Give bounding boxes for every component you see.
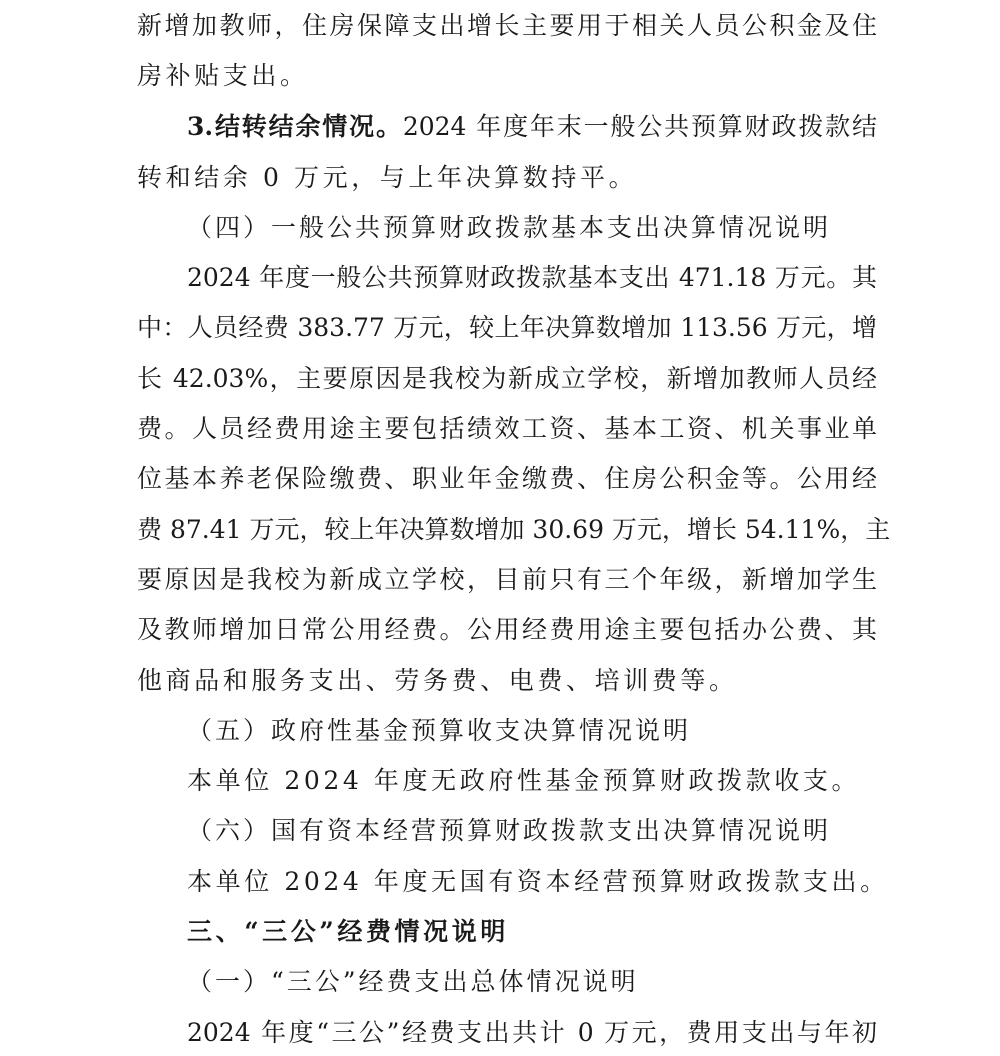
section-heading: （六）国有资本经营预算财政拨款支出决算情况说明 xyxy=(187,816,832,845)
chapter-heading: 三、“三公”经费情况说明 xyxy=(187,917,509,946)
paragraph-line: 他商品和服务支出、劳务费、电费、培训费等。 xyxy=(137,666,738,695)
paragraph-line xyxy=(187,109,877,145)
paragraph-line: 要原因是我校为新成立学校，目前只有三个年级，新增加学生 xyxy=(137,565,877,594)
paragraph-line: 新增加教师，住房保障支出增长主要用于相关人员公积金及住 xyxy=(137,11,877,40)
paragraph-line: 房补贴支出。 xyxy=(137,61,309,90)
paragraph-line: 及教师增加日常公用经费。公用经费用途主要包括办公费、其 xyxy=(137,615,877,644)
paragraph-line: 费。人员经费用途主要包括绩效工资、基本工资、机关事业单 xyxy=(137,414,877,443)
paragraph-line: 转和结余 0 万元，与上年决算数持平。 xyxy=(137,163,638,192)
paragraph-line: 2024 年度一般公共预算财政拨款基本支出 471.18 万元。其 xyxy=(187,263,877,292)
paragraph-line: 费 87.41 万元，较上年决算数增加 30.69 万元，增长 54.11%，主 xyxy=(137,515,891,544)
paragraph-line: 本单位 2024 年度无国有资本经营预算财政拨款支出。 xyxy=(187,867,889,896)
section-heading: （五）政府性基金预算收支决算情况说明 xyxy=(187,716,692,745)
paragraph-line: 2024 年度“三公”经费支出共计 0 万元，费用支出与年初 xyxy=(187,1018,877,1047)
paragraph-line: 位基本养老保险缴费、职业年金缴费、住房公积金等。公用经 xyxy=(137,464,877,493)
paragraph-line: 长 42.03%，主要原因是我校为新成立学校，新增加教师人员经 xyxy=(137,364,877,393)
section-heading: （一）“三公”经费支出总体情况说明 xyxy=(187,967,639,996)
paragraph-line: 中：人员经费 383.77 万元，较上年决算数增加 113.56 万元，增 xyxy=(137,313,877,342)
paragraph-text: 2024 年度年末一般公共预算财政拨款结 xyxy=(402,112,877,141)
section-heading: （四）一般公共预算财政拨款基本支出决算情况说明 xyxy=(187,213,832,242)
subheading-inline: 3.结转结余情况。 xyxy=(187,112,403,141)
paragraph-line: 本单位 2024 年度无政府性基金预算财政拨款收支。 xyxy=(187,766,861,795)
